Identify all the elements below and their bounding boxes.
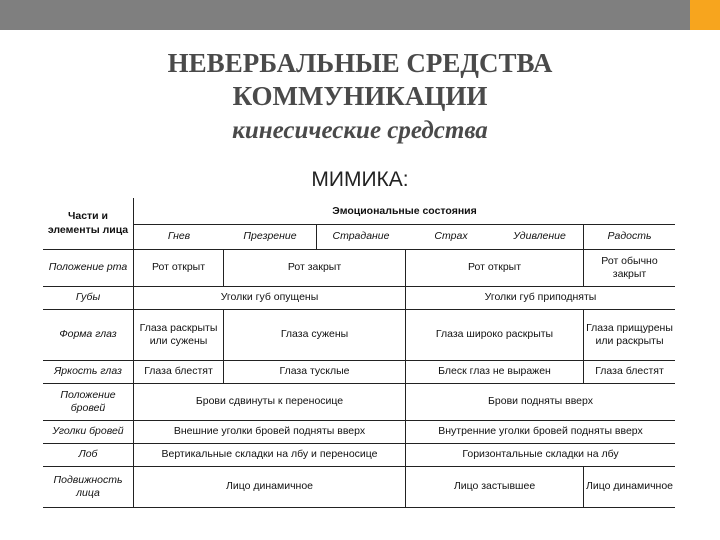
row-label-eye-shape: Форма глаз: [59, 328, 117, 341]
cell-mouth-contempt-suffering: Рот закрыт: [287, 261, 342, 274]
cell-eye-shape-anger: Глаза раскрыты или сужены: [139, 321, 218, 347]
emotion-contempt: Презрение: [243, 230, 297, 243]
header-parts-cell: Части и элементы лица: [47, 210, 129, 236]
top-bar: [0, 0, 720, 30]
top-bar-accent: [690, 0, 720, 30]
slide-title-line2: КОММУНИКАЦИИ: [232, 81, 488, 111]
emotion-surprise: Удивление: [513, 230, 566, 243]
cell-mouth-joy: Рот обычно закрыт: [601, 254, 658, 280]
cell-eye-shine-anger: Глаза блестят: [144, 365, 213, 378]
slide-title-line3: кинесические средства: [232, 117, 488, 144]
row-label-forehead: Лоб: [78, 448, 98, 461]
emotion-fear: Страх: [434, 230, 468, 243]
row-label-mouth: Положение рта: [48, 261, 128, 274]
row-label-eye-shine: Яркость глаз: [54, 365, 122, 378]
cell-brow-position-negative: Брови сдвинуты к переносице: [195, 395, 344, 408]
cell-mobility-fear-surprise: Лицо застывшее: [453, 480, 536, 493]
cell-mouth-anger: Рот открыт: [151, 261, 206, 274]
cell-forehead-negative: Вертикальные складки на лбу и переносице: [161, 448, 378, 461]
cell-eye-shine-joy: Глаза блестят: [595, 365, 664, 378]
emotion-suffering: Страдание: [332, 230, 390, 243]
cell-mobility-negative: Лицо динамичное: [225, 480, 314, 493]
row-label-mobility: Подвижность лица: [53, 473, 123, 499]
slide-title-line1: НЕВЕРБАЛЬНЫЕ СРЕДСТВА: [167, 48, 553, 78]
cell-eye-shape-fear-surprise: Глаза широко раскрыты: [435, 328, 554, 341]
cell-lips-negative: Уголки губ опущены: [220, 291, 319, 304]
cell-lips-positive: Уголки губ приподняты: [484, 291, 597, 304]
row-label-brow-position: Положение бровей: [60, 388, 116, 414]
cell-mouth-fear-surprise: Рот открыт: [467, 261, 522, 274]
cell-forehead-positive: Горизонтальные складки на лбу: [462, 448, 619, 461]
mimicry-table: [43, 198, 675, 508]
cell-eye-shine-contempt-suffering: Глаза тусклые: [279, 365, 350, 378]
header-states-cell: Эмоциональные состояния: [332, 205, 477, 218]
slide-subtitle: МИМИКА:: [311, 168, 409, 191]
cell-eye-shine-fear-surprise: Блеск глаз не выражен: [438, 365, 551, 378]
cell-brow-corners-negative: Внешние уголки бровей подняты вверх: [173, 425, 366, 438]
cell-eye-shape-joy: Глаза прищурены или раскрыты: [586, 321, 673, 347]
emotion-joy: Радость: [607, 230, 652, 243]
cell-brow-position-positive: Брови подняты вверх: [488, 395, 593, 408]
emotion-anger: Гнев: [167, 230, 191, 243]
cell-brow-corners-positive: Внутренние уголки бровей подняты вверх: [438, 425, 643, 438]
row-label-brow-corners: Уголки бровей: [52, 425, 124, 438]
cell-eye-shape-contempt-suffering: Глаза сужены: [280, 328, 349, 341]
cell-mobility-joy: Лицо динамичное: [585, 480, 674, 493]
row-label-lips: Губы: [75, 291, 101, 304]
grid-line: [43, 507, 675, 508]
